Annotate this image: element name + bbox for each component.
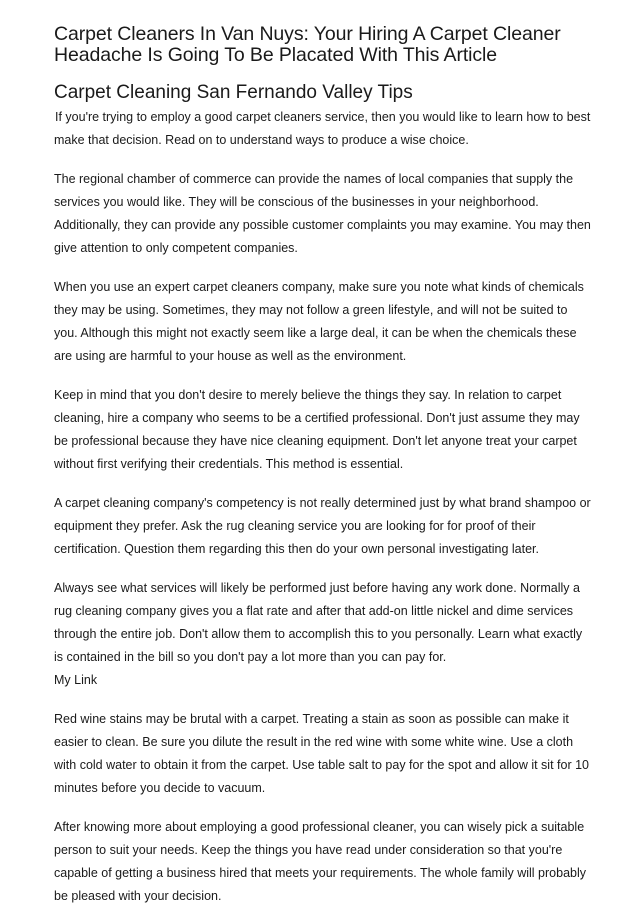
document-body	[54, 106, 594, 908]
paragraph-services	[54, 577, 594, 692]
document-title-line-1: Carpet Cleaners In Van Nuys: Your Hiring A Carpet Cleaner	[54, 23, 561, 45]
paragraph-red-wine: Red wine stains may be brutal with a carpet. Treating a stain as soon as possible can make it easier to clean. Be sure you dilute the result in the red wine with some white wine. Use a cloth with cold water to obtain it from the carpet. Use table salt to pay for the spot and allow it sit for 10 minutes before you decide to vacuum.	[54, 712, 589, 795]
document-title-line-2: Headache Is Going To Be Placated With This Article	[54, 44, 498, 66]
my-link[interactable]: My Link	[54, 673, 98, 687]
paragraph-certified-professional: Keep in mind that you don't desire to merely believe the things they say. In relation to carpet cleaning, hire a company who seems to be a certified professional. Don't just assume they may be professional because they have nice cleaning equipment. Don't let anyone treat your carpet without first verifying their credentials. This method is essential.	[54, 388, 580, 471]
paragraph-services-text: Always see what services will likely be performed just before having any work done. Normally a rug cleaning company gives you a flat rate and after that add-on little nickel and dime services through the entire job. Don't allow them to accomplish this to you personally. Learn what exactly is contained in the bill so you don't pay a lot more than you can pay for.	[54, 581, 583, 664]
paragraph-conclusion: After knowing more about employing a good professional cleaner, you can wisely pick a suitable person to suit your needs. Keep the things you have read under consideration so that you're capable of getting a business hired that meets your requirements. The whole family will probably be pleased with your decision.	[54, 820, 586, 903]
paragraph-chemicals: When you use an expert carpet cleaners company, make sure you note what kinds of chemicals they may be using. Sometimes, they may not follow a green lifestyle, and will not be suited to you. Although this might not exactly seem like a large deal, it can be when the chemicals these are using are harmful to your house as well as the environment.	[54, 280, 584, 363]
document-page	[54, 24, 594, 924]
paragraph-intro: If you're trying to employ a good carpet cleaners service, then you would like to learn how to best make that decision. Read on to understand ways to produce a wise choice.	[54, 110, 591, 147]
paragraph-chamber-of-commerce: The regional chamber of commerce can provide the names of local companies that supply the services you would like. They will be conscious of the businesses in your neighborhood. Additionally, they can provide any possible customer complaints you may examine. You may then give attention to only competent companies.	[54, 172, 591, 255]
document-subtitle: Carpet Cleaning San Fernando Valley Tips	[54, 82, 413, 103]
document-title	[54, 24, 594, 66]
paragraph-competency: A carpet cleaning company's competency is not really determined just by what brand shampoo or equipment they prefer. Ask the rug cleaning service you are looking for for proof of their certification. Question them regarding this then do your own personal investigating later.	[54, 496, 591, 556]
my-link-line	[54, 669, 594, 692]
